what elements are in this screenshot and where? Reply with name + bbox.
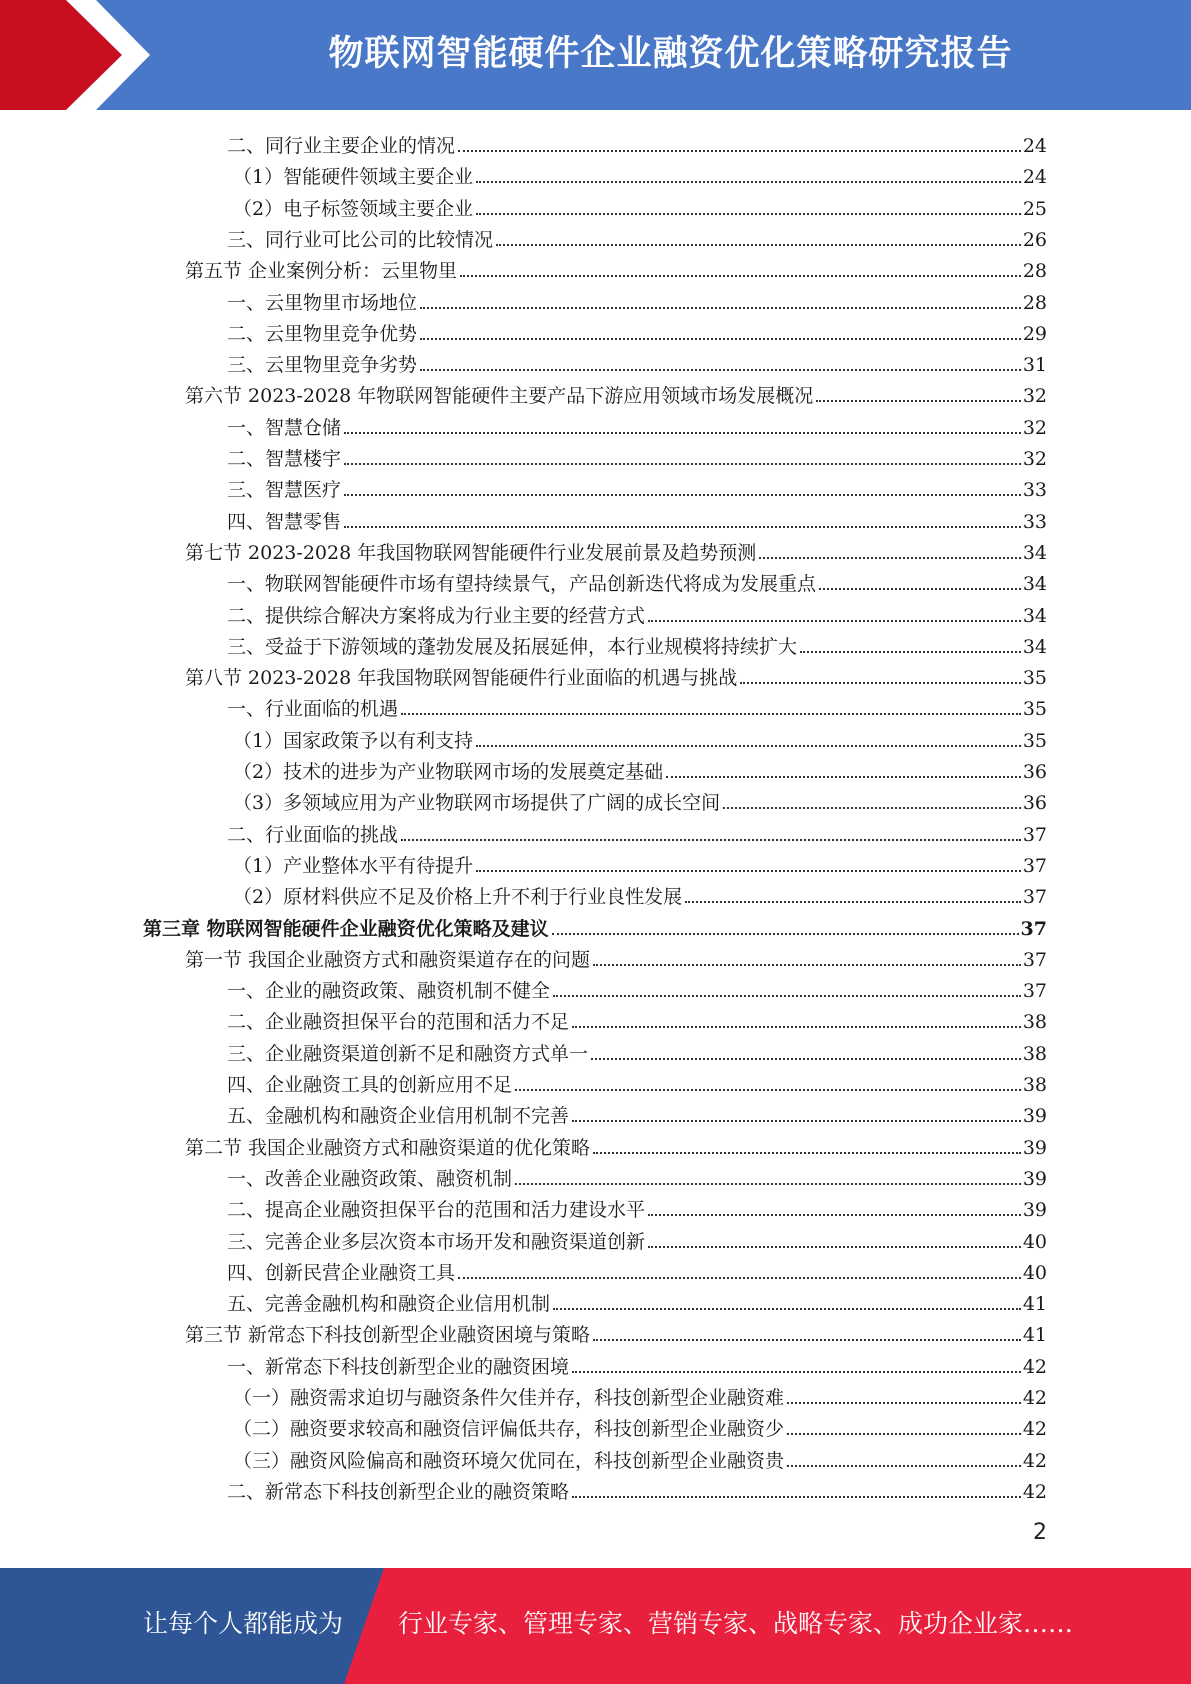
toc-entry-page: 42 <box>1022 1481 1047 1503</box>
toc-entry-title: 一、新常态下科技创新型企业的融资困境 <box>227 1356 570 1378</box>
toc-leader-dots <box>593 964 1021 966</box>
toc-entry[interactable] <box>227 1349 1047 1379</box>
toc-leader-dots <box>458 1277 1021 1279</box>
toc-leader-dots <box>787 1402 1021 1404</box>
toc-entry[interactable] <box>185 1317 1047 1347</box>
toc-leader-dots <box>593 1339 1021 1341</box>
toc-entry-title: 三、完善企业多层次资本市场开发和融资渠道创新 <box>227 1231 646 1253</box>
toc-leader-dots <box>685 901 1021 903</box>
toc-entry-title: 第二节 我国企业融资方式和融资渠道的优化策略 <box>185 1137 591 1159</box>
toc-entry-title: 第七节 2023-2028 年我国物联网智能硬件行业发展前景及趋势预测 <box>185 542 757 564</box>
toc-entry[interactable] <box>185 660 1047 690</box>
toc-entry-page: 36 <box>1022 792 1047 814</box>
toc-entry[interactable] <box>227 472 1047 502</box>
toc-entry-title: 四、智慧零售 <box>227 511 342 533</box>
toc-leader-dots <box>476 213 1021 215</box>
toc-entry[interactable] <box>227 222 1047 252</box>
toc-entry-title: 第六节 2023-2028 年物联网智能硬件主要产品下游应用领域市场发展概况 <box>185 385 814 407</box>
toc-entry-title: 一、改善企业融资政策、融资机制 <box>227 1168 513 1190</box>
toc-leader-dots <box>723 807 1021 809</box>
toc-leader-dots <box>648 1246 1021 1248</box>
toc-entry-page: 32 <box>1022 417 1047 439</box>
toc-entry-title: 二、提高企业融资担保平台的范围和活力建设水平 <box>227 1199 646 1221</box>
toc-leader-dots <box>460 275 1021 277</box>
toc-entry-page: 25 <box>1022 198 1047 220</box>
toc-entry[interactable] <box>227 817 1047 847</box>
toc-leader-dots <box>553 1308 1021 1310</box>
toc-entry[interactable] <box>227 973 1047 1003</box>
toc-entry-page: 42 <box>1022 1356 1047 1378</box>
toc-leader-dots <box>344 526 1021 528</box>
toc-entry-title: （2）原材料供应不足及价格上升不利于行业良性发展 <box>233 886 683 908</box>
toc-entry-page: 39 <box>1022 1199 1047 1221</box>
toc-leader-dots <box>515 1183 1021 1185</box>
toc-entry-page: 36 <box>1022 761 1047 783</box>
toc-entry-title: （3）多领域应用为产业物联网市场提供了广阔的成长空间 <box>233 792 721 814</box>
toc-entry-page: 39 <box>1022 1137 1047 1159</box>
toc-leader-dots <box>759 557 1021 559</box>
toc-entry[interactable] <box>227 410 1047 440</box>
toc-leader-dots <box>420 307 1021 309</box>
toc-entry-page: 41 <box>1022 1324 1047 1346</box>
toc-entry[interactable] <box>227 1036 1047 1066</box>
toc-leader-dots <box>819 588 1021 590</box>
header-banner <box>0 0 1191 110</box>
toc-entry-page: 26 <box>1022 229 1047 251</box>
toc-entry-title: 一、行业面临的机遇 <box>227 698 399 720</box>
toc-entry[interactable] <box>185 535 1047 565</box>
toc-entry-page: 39 <box>1022 1168 1047 1190</box>
toc-entry[interactable] <box>227 1255 1047 1285</box>
toc-entry-title: 三、受益于下游领域的蓬勃发展及拓展延伸，本行业规模将持续扩大 <box>227 636 798 658</box>
toc-entry-title: 一、云里物里市场地位 <box>227 292 418 314</box>
toc-leader-dots <box>666 776 1021 778</box>
toc-leader-dots <box>420 369 1021 371</box>
toc-leader-dots <box>344 494 1021 496</box>
toc-entry-page: 37 <box>1022 855 1047 877</box>
toc-entry-title: （1）国家政策予以有利支持 <box>233 730 474 752</box>
toc-entry-page: 32 <box>1022 385 1047 407</box>
toc-leader-dots <box>787 1465 1021 1467</box>
toc-chapter-entry[interactable] <box>143 911 1047 941</box>
toc-entry-title: 四、创新民营企业融资工具 <box>227 1262 456 1284</box>
toc-entry-title: 四、企业融资工具的创新应用不足 <box>227 1074 513 1096</box>
toc-leader-dots <box>572 1371 1021 1373</box>
toc-leader-dots <box>401 713 1021 715</box>
toc-entry[interactable] <box>233 1380 1047 1410</box>
toc-entry[interactable] <box>233 848 1047 878</box>
toc-entry[interactable] <box>227 504 1047 534</box>
toc-entry-title: 第三节 新常态下科技创新型企业融资困境与策略 <box>185 1324 591 1346</box>
toc-entry[interactable] <box>227 316 1047 346</box>
toc-entry[interactable] <box>233 1443 1047 1473</box>
toc-leader-dots <box>740 682 1021 684</box>
toc-leader-dots <box>476 870 1021 872</box>
toc-entry[interactable] <box>233 754 1047 784</box>
toc-entry-page: 38 <box>1022 1074 1047 1096</box>
toc-leader-dots <box>553 995 1021 997</box>
toc-entry-title: （2）电子标签领域主要企业 <box>233 198 474 220</box>
toc-entry-page: 37 <box>1020 918 1047 940</box>
toc-entry[interactable] <box>233 1411 1047 1441</box>
toc-entry-title: 五、金融机构和融资企业信用机制不完善 <box>227 1105 570 1127</box>
toc-entry-page: 37 <box>1022 980 1047 1002</box>
toc-entry-page: 24 <box>1022 135 1047 157</box>
toc-entry-title: （2）技术的进步为产业物联网市场的发展奠定基础 <box>233 761 664 783</box>
toc-entry-title: 三、智慧医疗 <box>227 479 342 501</box>
toc-entry-title: 三、同行业可比公司的比较情况 <box>227 229 494 251</box>
toc-entry-title: 二、企业融资担保平台的范围和活力不足 <box>227 1011 570 1033</box>
toc-entry-title: （一）融资需求迫切与融资条件欠佳并存，科技创新型企业融资难 <box>233 1387 785 1409</box>
toc-entry[interactable] <box>233 723 1047 753</box>
toc-entry-title: （三）融资风险偏高和融资环境欠优同在，科技创新型企业融资贵 <box>233 1450 785 1472</box>
toc-entry-title: （1）产业整体水平有待提升 <box>233 855 474 877</box>
toc-leader-dots <box>344 463 1021 465</box>
toc-leader-dots <box>401 839 1021 841</box>
toc-entry-page: 34 <box>1022 636 1047 658</box>
toc-leader-dots <box>816 400 1021 402</box>
toc-entry-page: 42 <box>1022 1450 1047 1472</box>
toc-entry-page: 35 <box>1022 730 1047 752</box>
toc-entry-page: 31 <box>1022 354 1047 376</box>
toc-entry-title: （1）智能硬件领域主要企业 <box>233 166 474 188</box>
toc-entry-title: 一、企业的融资政策、融资机制不健全 <box>227 980 551 1002</box>
toc-entry-page: 33 <box>1022 511 1047 533</box>
toc-entry[interactable] <box>185 253 1047 283</box>
toc-entry-page: 42 <box>1022 1387 1047 1409</box>
toc-entry[interactable] <box>227 1067 1047 1097</box>
toc-entry[interactable] <box>227 629 1047 659</box>
toc-entry-title: 第五节 企业案例分析：云里物里 <box>185 260 458 282</box>
toc-entry-page: 39 <box>1022 1105 1047 1127</box>
toc-entry[interactable] <box>227 1098 1047 1128</box>
toc-entry[interactable] <box>185 942 1047 972</box>
toc-leader-dots <box>476 745 1021 747</box>
toc-entry[interactable] <box>227 1192 1047 1222</box>
toc-entry-title: 五、完善金融机构和融资企业信用机制 <box>227 1293 551 1315</box>
toc-entry-title: 二、云里物里竞争优势 <box>227 323 418 345</box>
toc-leader-dots <box>648 620 1021 622</box>
toc-entry[interactable] <box>233 879 1047 909</box>
toc-entry-title: 三、企业融资渠道创新不足和融资方式单一 <box>227 1043 589 1065</box>
toc-entry[interactable] <box>227 598 1047 628</box>
toc-entry-page: 37 <box>1022 824 1047 846</box>
toc-entry-page: 28 <box>1022 260 1047 282</box>
toc-leader-dots <box>648 1214 1021 1216</box>
toc-leader-dots <box>476 181 1021 183</box>
toc-leader-dots <box>591 1058 1021 1060</box>
toc-entry-page: 35 <box>1022 698 1047 720</box>
toc-leader-dots <box>420 338 1021 340</box>
toc-entry[interactable] <box>227 285 1047 315</box>
toc-entry[interactable] <box>185 378 1047 408</box>
page-number: 2 <box>1033 1520 1047 1545</box>
toc-leader-dots <box>787 1433 1021 1435</box>
toc-entry[interactable] <box>227 1224 1047 1254</box>
toc-entry-title: 二、提供综合解决方案将成为行业主要的经营方式 <box>227 605 646 627</box>
toc-leader-dots <box>572 1496 1021 1498</box>
toc-entry-page: 32 <box>1022 448 1047 470</box>
toc-entry[interactable] <box>227 347 1047 377</box>
toc-entry-page: 41 <box>1022 1293 1047 1315</box>
toc-entry-page: 38 <box>1022 1043 1047 1065</box>
toc-entry-title: 第八节 2023-2028 年我国物联网智能硬件行业面临的机遇与挑战 <box>185 667 738 689</box>
toc-entry[interactable] <box>227 441 1047 471</box>
toc-entry[interactable] <box>185 1130 1047 1160</box>
toc-entry[interactable] <box>227 1004 1047 1034</box>
toc-leader-dots <box>572 1120 1021 1122</box>
toc-leader-dots <box>552 933 1019 935</box>
toc-entry-page: 28 <box>1022 292 1047 314</box>
footer-slogan-left: 让每个人都能成为 <box>143 1609 344 1638</box>
toc-entry-title: 二、行业面临的挑战 <box>227 824 399 846</box>
toc-entry-page: 40 <box>1022 1231 1047 1253</box>
toc-entry-title: 三、云里物里竞争劣势 <box>227 354 418 376</box>
toc-entry-page: 37 <box>1022 949 1047 971</box>
toc-entry-page: 35 <box>1022 667 1047 689</box>
toc-entry[interactable] <box>233 785 1047 815</box>
toc-entry-page: 29 <box>1022 323 1047 345</box>
footer-banner <box>0 1568 1191 1684</box>
footer-slogan-right: 行业专家、管理专家、营销专家、战略专家、成功企业家…… <box>398 1609 1074 1638</box>
toc-leader-dots <box>515 1089 1021 1091</box>
toc-entry-title: 二、智慧楼宇 <box>227 448 342 470</box>
toc-entry[interactable] <box>227 691 1047 721</box>
toc-entry-title: 第三章 物联网智能硬件企业融资优化策略及建议 <box>143 918 549 940</box>
report-title: 物联网智能硬件企业融资优化策略研究报告 <box>328 34 1013 74</box>
toc-entry[interactable] <box>227 1161 1047 1191</box>
toc-entry-title: 二、同行业主要企业的情况 <box>227 135 456 157</box>
toc-entry[interactable] <box>227 1286 1047 1316</box>
toc-entry[interactable] <box>233 159 1047 189</box>
toc-entry-page: 34 <box>1022 605 1047 627</box>
toc-entry-page: 42 <box>1022 1418 1047 1440</box>
toc-entry-page: 34 <box>1022 542 1047 564</box>
toc-leader-dots <box>593 1152 1021 1154</box>
toc-entry-page: 38 <box>1022 1011 1047 1033</box>
toc-entry[interactable] <box>227 1474 1047 1504</box>
toc-entry[interactable] <box>227 128 1047 158</box>
toc-entry-page: 24 <box>1022 166 1047 188</box>
toc-entry-title: 一、智慧仓储 <box>227 417 342 439</box>
toc-entry-page: 40 <box>1022 1262 1047 1284</box>
toc-leader-dots <box>800 651 1021 653</box>
toc-entry-title: 二、新常态下科技创新型企业的融资策略 <box>227 1481 570 1503</box>
toc-leader-dots <box>344 432 1021 434</box>
toc-leader-dots <box>496 244 1021 246</box>
toc-entry[interactable] <box>233 191 1047 221</box>
toc-entry-title: 一、物联网智能硬件市场有望持续景气，产品创新迭代将成为发展重点 <box>227 573 817 595</box>
toc-entry-title: 第一节 我国企业融资方式和融资渠道存在的问题 <box>185 949 591 971</box>
toc-entry-page: 33 <box>1022 479 1047 501</box>
toc-entry-page: 34 <box>1022 573 1047 595</box>
toc-entry-page: 37 <box>1022 886 1047 908</box>
toc-leader-dots <box>572 1026 1021 1028</box>
toc-entry[interactable] <box>227 566 1047 596</box>
toc-entry-title: （二）融资要求较高和融资信评偏低共存，科技创新型企业融资少 <box>233 1418 785 1440</box>
toc-leader-dots <box>458 150 1021 152</box>
